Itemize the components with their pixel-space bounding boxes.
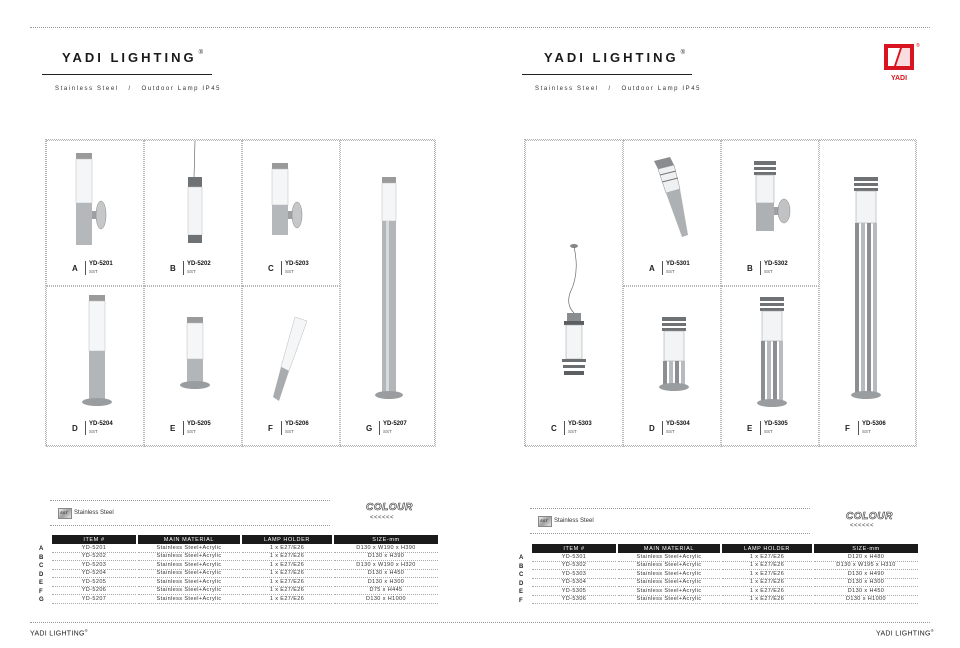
cell-item: YD-5204 <box>52 570 136 579</box>
page-subtitle: Stainless Steel / Outdoor Lamp IP45 <box>535 86 702 92</box>
cell-item: YD-5302 <box>532 562 616 571</box>
cell-holder: 1 x E27/E26 <box>242 553 332 562</box>
product-model: YD-5205 SST <box>183 421 211 435</box>
col-header-size: SIZE-mm <box>814 544 918 553</box>
bollard-lamp-image <box>77 295 117 410</box>
bollard-lantern-image <box>752 297 792 412</box>
product-model: YD-5304 SST <box>662 421 690 435</box>
product-letter: F <box>268 424 273 433</box>
product-letter: B <box>747 264 753 273</box>
cell-holder: 1 x E27/E26 <box>242 544 332 553</box>
row-letter: A <box>519 555 524 561</box>
product-model: YD-5301 SST <box>662 261 690 275</box>
cell-item: YD-5305 <box>532 587 616 596</box>
stainless-steel-swatch: SST <box>58 508 72 519</box>
yadi-logo-icon <box>880 40 920 84</box>
row-letter: G <box>39 597 44 603</box>
col-header-size: SIZE-mm <box>334 535 438 544</box>
table-row <box>532 587 918 596</box>
cell-size: D130 x W195 x H310 <box>814 562 918 571</box>
cell-item: YD-5207 <box>52 595 136 604</box>
cell-holder: 1 x E27/E26 <box>242 595 332 604</box>
table-row <box>532 553 918 562</box>
cell-material: Stainless Steel+Acrylic <box>138 578 240 587</box>
row-letter: C <box>39 563 44 569</box>
spec-table <box>50 535 440 604</box>
product-cell <box>623 286 721 447</box>
product-grid <box>45 139 435 446</box>
cell-size: D130 x W190 x H390 <box>334 544 438 553</box>
product-letter: G <box>366 424 373 433</box>
product-model: YD-5305 SST <box>760 421 788 435</box>
cell-holder: 1 x E27/E26 <box>722 570 812 579</box>
product-letter: C <box>551 424 557 433</box>
page-footer: YADI LIGHTING® <box>30 628 88 638</box>
angled-wall-lantern-image <box>648 155 698 245</box>
table-row <box>52 587 438 596</box>
cell-size: D130 x H300 <box>814 579 918 588</box>
product-cell <box>144 286 242 447</box>
cell-holder: 1 x E27/E26 <box>722 587 812 596</box>
cell-size: D130 x H390 <box>334 553 438 562</box>
cell-item: YD-5304 <box>532 579 616 588</box>
col-header-holder: LAMP HOLDER <box>242 535 332 544</box>
cell-material: Stainless Steel+Acrylic <box>618 587 720 596</box>
cell-item: YD-5205 <box>52 578 136 587</box>
cell-size: D130 x H450 <box>334 570 438 579</box>
cell-size: D75 x H445 <box>334 587 438 596</box>
cell-item: YD-5306 <box>532 596 616 605</box>
product-model: YD-5203 SST <box>281 261 309 275</box>
cell-holder: 1 x E27/E26 <box>722 596 812 605</box>
product-cell <box>819 140 917 447</box>
table-row <box>52 561 438 570</box>
product-letter: A <box>72 264 78 273</box>
cell-holder: 1 x E27/E26 <box>242 587 332 596</box>
colour-legend <box>50 500 330 526</box>
cell-size: D120 x H480 <box>814 553 918 562</box>
row-letters <box>39 545 44 605</box>
stainless-steel-swatch: SST <box>538 516 552 527</box>
product-letter: E <box>747 424 753 433</box>
product-model: YD-5204 SST <box>85 421 113 435</box>
brand-title: YADI LIGHTING ® <box>544 50 686 65</box>
table-row <box>532 562 918 571</box>
cell-holder: 1 x E27/E26 <box>722 553 812 562</box>
product-letter: B <box>170 264 176 273</box>
wall-lamp-image <box>72 151 112 261</box>
cell-material: Stainless Steel+Acrylic <box>138 570 240 579</box>
product-letter: A <box>649 264 655 273</box>
cell-item: YD-5201 <box>52 544 136 553</box>
cell-size: D130 x H1000 <box>334 595 438 604</box>
product-model: YD-5206 SST <box>281 421 309 435</box>
spec-table <box>530 544 920 604</box>
product-letter: D <box>649 424 655 433</box>
col-header-item: ITEM # <box>52 535 136 544</box>
colour-title: COLOUR <box>366 502 413 513</box>
row-letter: D <box>519 580 524 587</box>
cell-holder: 1 x E27/E26 <box>722 562 812 571</box>
cell-item: YD-5202 <box>52 553 136 562</box>
pendant-lantern-image <box>554 243 594 393</box>
product-cell <box>340 140 436 447</box>
product-model: YD-5306 SST <box>858 421 886 435</box>
svg-text:YADI: YADI <box>890 75 908 82</box>
brand-title: YADI LIGHTING ® <box>62 50 204 65</box>
product-cell <box>242 140 340 286</box>
cell-material: Stainless Steel+Acrylic <box>138 544 240 553</box>
product-cell <box>721 286 819 447</box>
product-letter: D <box>72 424 78 433</box>
row-letter: A <box>39 546 44 552</box>
bollard-lamp-image <box>369 177 409 402</box>
product-cell <box>242 286 340 447</box>
product-cell <box>46 286 144 447</box>
colour-arrows: <<<<<< <box>850 523 875 529</box>
product-grid <box>524 139 916 446</box>
cell-size: D130 x H450 <box>814 587 918 596</box>
table-row <box>532 596 918 605</box>
product-letter: F <box>845 424 850 433</box>
cell-material: Stainless Steel+Acrylic <box>138 595 240 604</box>
svg-text:®: ® <box>916 43 920 49</box>
table-row <box>52 595 438 604</box>
title-underline <box>42 74 212 75</box>
cell-size: D130 x H300 <box>334 578 438 587</box>
product-letter: C <box>268 264 274 273</box>
cell-holder: 1 x E27/E26 <box>242 561 332 570</box>
product-model: YD-5202 SST <box>183 261 211 275</box>
row-letters <box>519 554 523 605</box>
row-letter: B <box>519 563 524 570</box>
table-row <box>52 578 438 587</box>
cell-material: Stainless Steel+Acrylic <box>618 579 720 588</box>
table-row <box>52 553 438 562</box>
table-row <box>532 570 918 579</box>
col-header-material: MAIN MATERIAL <box>618 544 720 553</box>
page-footer: YADI LIGHTING® <box>876 628 934 638</box>
wall-lantern-image <box>748 161 798 241</box>
col-header-item: ITEM # <box>532 544 616 553</box>
bollard-lantern-image <box>654 317 694 397</box>
product-letter: E <box>170 424 176 433</box>
product-cell <box>623 140 721 286</box>
cell-material: Stainless Steel+Acrylic <box>618 596 720 605</box>
product-cell <box>525 140 623 447</box>
cell-size: D130 x H1000 <box>814 596 918 605</box>
product-cell <box>144 140 242 286</box>
swatch-label: Stainless Steel <box>554 518 594 524</box>
cell-material: Stainless Steel+Acrylic <box>138 553 240 562</box>
catalog-page-right <box>480 0 960 648</box>
cell-item: YD-5303 <box>532 570 616 579</box>
cell-size: D130 x W190 x H320 <box>334 561 438 570</box>
colour-title: COLOUR <box>846 511 893 522</box>
row-letter: E <box>519 589 524 595</box>
row-letter: B <box>39 554 44 561</box>
colour-arrows: <<<<<< <box>370 515 395 521</box>
title-underline <box>522 74 692 75</box>
col-header-material: MAIN MATERIAL <box>138 535 240 544</box>
cell-material: Stainless Steel+Acrylic <box>138 561 240 570</box>
table-row <box>52 544 438 553</box>
pendant-lamp-image <box>180 141 210 251</box>
product-model: YD-5201 SST <box>85 261 113 275</box>
cell-item: YD-5203 <box>52 561 136 570</box>
cell-item: YD-5206 <box>52 587 136 596</box>
row-letter: E <box>39 580 44 586</box>
product-cell <box>46 140 144 286</box>
row-letter: F <box>39 588 43 595</box>
row-letter: D <box>39 571 44 578</box>
cell-holder: 1 x E27/E26 <box>242 570 332 579</box>
cell-size: D130 x H490 <box>814 570 918 579</box>
product-cell <box>721 140 819 286</box>
product-model: YD-5302 SST <box>760 261 788 275</box>
col-header-holder: LAMP HOLDER <box>722 544 812 553</box>
bollard-lantern-image <box>846 177 886 402</box>
bollard-lamp-image <box>175 317 215 397</box>
wall-lamp-image <box>268 161 308 251</box>
row-letter: F <box>519 597 523 604</box>
table-row <box>52 570 438 579</box>
cell-material: Stainless Steel+Acrylic <box>618 570 720 579</box>
page-subtitle: Stainless Steel / Outdoor Lamp IP45 <box>55 86 222 92</box>
cell-holder: 1 x E27/E26 <box>242 578 332 587</box>
swatch-label: Stainless Steel <box>74 510 114 516</box>
cell-item: YD-5301 <box>532 553 616 562</box>
table-row <box>532 579 918 588</box>
product-model: YD-5207 SST <box>379 421 407 435</box>
cell-holder: 1 x E27/E26 <box>722 579 812 588</box>
cell-material: Stainless Steel+Acrylic <box>618 553 720 562</box>
cell-material: Stainless Steel+Acrylic <box>618 562 720 571</box>
cell-material: Stainless Steel+Acrylic <box>138 587 240 596</box>
row-letter: C <box>519 572 524 578</box>
angled-wall-lamp-image <box>267 315 317 405</box>
product-model: YD-5303 SST <box>564 421 592 435</box>
colour-legend <box>530 508 810 534</box>
